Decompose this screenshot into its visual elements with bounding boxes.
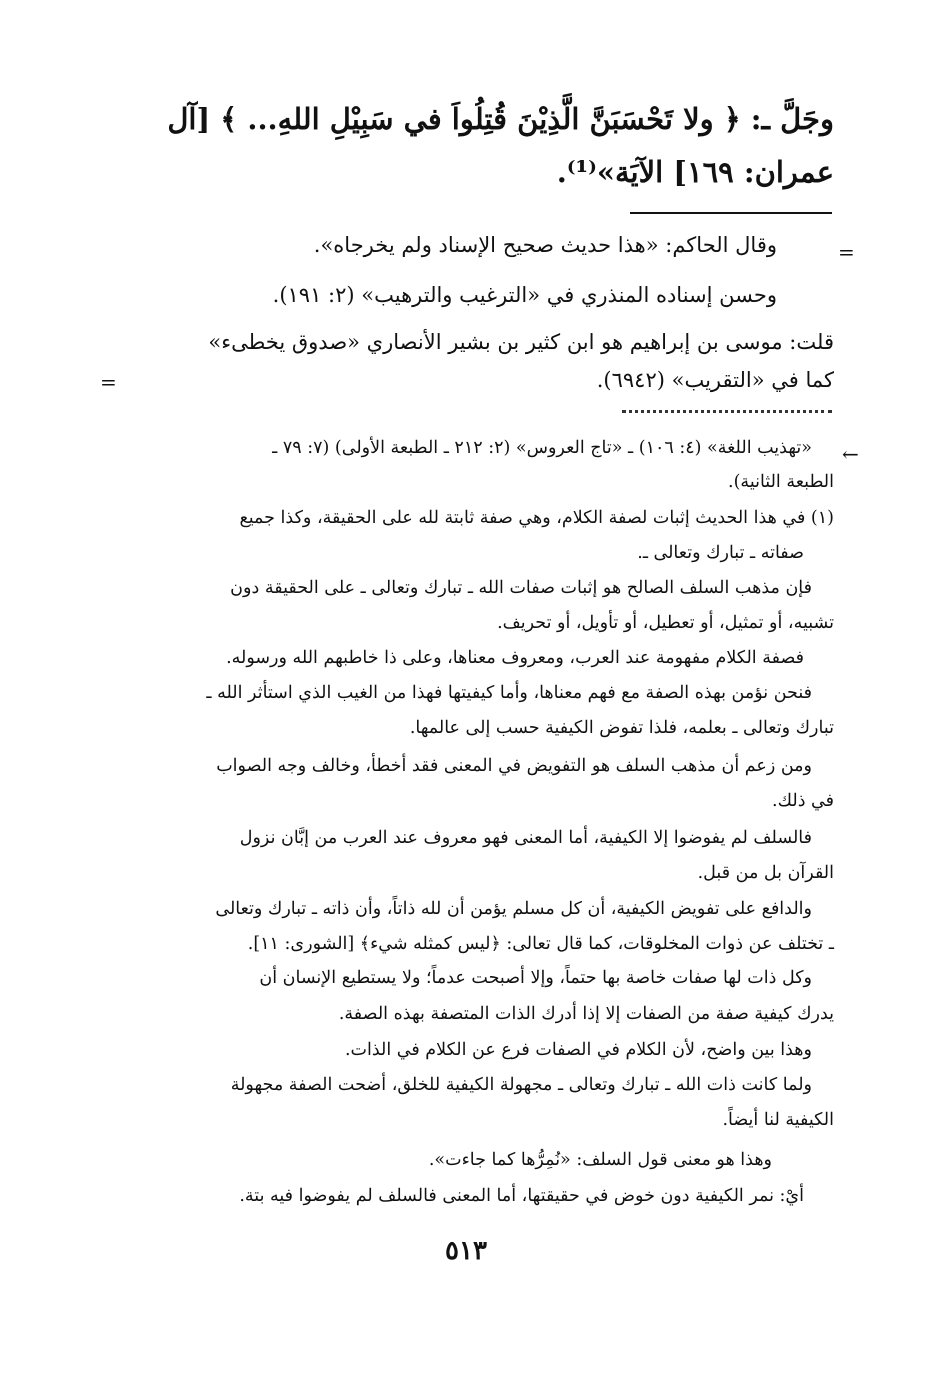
footnote-line-2: الطبعة الثانية). bbox=[728, 472, 834, 492]
continuation-marker-bottom: = bbox=[100, 370, 117, 394]
footnote-line-1: «تهذيب اللغة» (٤: ١٠٦) ـ «تاج العروس» (٢: ٢١٢ ـ الطبعة الأولى) (٧: ٧٩ ـ bbox=[272, 438, 812, 458]
footnote-line-15: ـ تختلف عن ذوات المخلوقات، كما قال تعالى: ﴿ليس كمثله شيء﴾ [الشورى: ١١]. bbox=[247, 934, 834, 954]
main-text-line-1: وجَلَّ ـ: ﴿ ولا تَحْسَبَنَّ الَّذِيْنَ قُتِلُواَ في سَبِيْلِ اللهِ... ﴾ [آل bbox=[167, 102, 834, 136]
footnote-line-12: فالسلف لم يفوضوا إلا الكيفية، أما المعنى فهو معروف عند العرب من إبَّان نزول bbox=[239, 828, 812, 848]
note-line-3: قلت: موسى بن إبراهيم هو ابن كثير بن بشير الأنصاري «صدوق يخطىء» bbox=[208, 330, 834, 354]
continuation-marker-top: = bbox=[838, 240, 855, 264]
footnote-line-4: صفاته ـ تبارك وتعالى ـ. bbox=[637, 543, 804, 563]
footnote-line-7: فصفة الكلام مفهومة عند العرب، ومعروف معناها، وعلى ذا خاطبهم الله ورسوله. bbox=[226, 648, 804, 668]
footnote-line-6: تشبيه، أو تمثيل، أو تعطيل، أو تأويل، أو تحريف. bbox=[497, 613, 834, 633]
dotted-separator bbox=[622, 410, 832, 421]
footnote-line-22: أيْ: نمر الكيفية دون خوض في حقيقتها، أما المعنى فالسلف لم يفوضوا فيه بتة. bbox=[239, 1186, 804, 1206]
footnote-line-13: القرآن بل من قبل. bbox=[697, 863, 834, 883]
footnote-line-21: وهذا هو معنى قول السلف: «نُمِرُّها كما جاءت». bbox=[428, 1150, 772, 1170]
note-line-2: وحسن إسناده المنذري في «الترغيب والترهيب» (٢: ١٩١). bbox=[272, 283, 777, 307]
footnote-line-14: والدافع على تفويض الكيفية، أن كل مسلم يؤمن أن لله ذاتاً، وأن ذاته ـ تبارك وتعالى bbox=[215, 899, 812, 919]
footnote-line-17: يدرك كيفية صفة من الصفات إلا إذا أدرك الذات المتصفة بهذه الصفة. bbox=[338, 1004, 834, 1024]
note-line-4: كما في «التقريب» (٦٩٤٢). bbox=[596, 368, 834, 392]
footnote-line-3: (١) في هذا الحديث إثبات لصفة الكلام، وهي صفة ثابتة لله على الحقيقة، وكذا جميع bbox=[239, 508, 834, 528]
footnote-line-9: تبارك وتعالى ـ بعلمه، فلذا تفوض الكيفية حسب إلى عالمها. bbox=[409, 718, 834, 738]
footnote-line-16: وكل ذات لها صفات خاصة بها حتماً، وإلا أصبحت عدماً؛ ولا يستطيع الإنسان أن bbox=[259, 968, 812, 988]
footnote-line-19: ولما كانت ذات الله ـ تبارك وتعالى ـ مجهولة الكيفية للخلق، أضحت الصفة مجهولة bbox=[230, 1075, 812, 1095]
footnote-line-11: في ذلك. bbox=[772, 791, 834, 811]
main-text-line-2: عمران: ١٦٩] الآيَة»⁽¹⁾. bbox=[556, 155, 834, 189]
continuation-arrow: ← bbox=[842, 442, 859, 466]
footnote-line-5: فإن مذهب السلف الصالح هو إثبات صفات الله ـ تبارك وتعالى ـ على الحقيقة دون bbox=[230, 578, 812, 598]
page-number: ٥١٣ bbox=[445, 1236, 487, 1266]
note-line-1: وقال الحاكم: «هذا حديث صحيح الإسناد ولم يخرجاه». bbox=[313, 233, 777, 257]
footnote-separator bbox=[630, 212, 832, 214]
footnote-line-20: الكيفية لنا أيضاً. bbox=[722, 1110, 834, 1130]
footnote-line-18: وهذا بين واضح، لأن الكلام في الصفات فرع عن الكلام في الذات. bbox=[344, 1040, 812, 1060]
footnote-line-8: فنحن نؤمن بهذه الصفة مع فهم معناها، وأما كيفيتها فهذا من الغيب الذي استأثر الله ـ bbox=[206, 683, 812, 703]
footnote-line-10: ومن زعم أن مذهب السلف هو التفويض في المعنى فقد أخطأ، وخالف وجه الصواب bbox=[216, 756, 812, 776]
